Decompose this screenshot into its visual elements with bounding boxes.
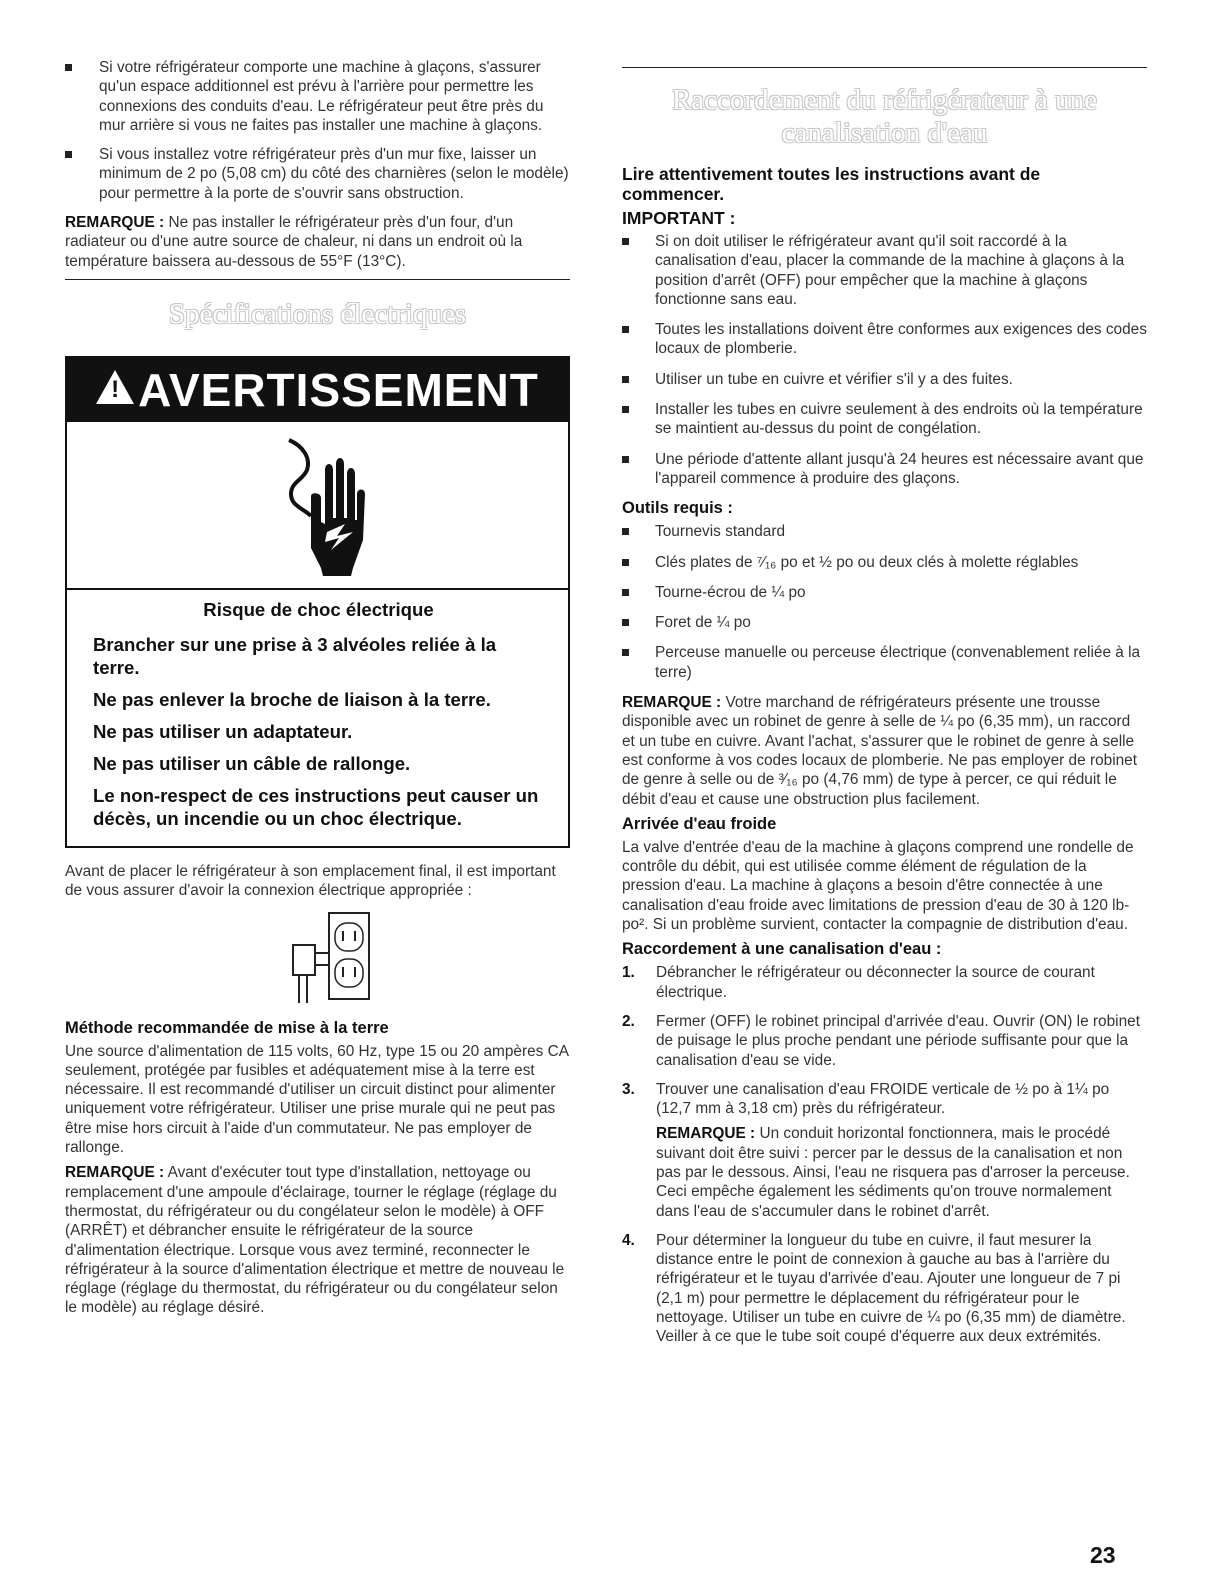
note-label: REMARQUE : — [65, 1164, 165, 1182]
warning-line: Brancher sur une prise à 3 alvéoles reliée à la terre. — [93, 633, 497, 678]
cold-water-title: Arrivée d'eau froide — [622, 814, 777, 833]
method-paragraph: Une source d'alimentation de 115 volts, 60 Hz, type 15 ou 20 ampères CA seulement, protégée par fusibles et adéquatement mise à la terre est nécessaire. Il est recommandé d'utiliser un circuit distinct pour alimenter uniquement votre réfrigérateur. Utiliser une prise murale qui ne peut pas être mise hors circuit à l'aide d'un commutateur. Ne pas employer de rallonge. — [65, 1042, 569, 1157]
note-label: REMARQUE : — [65, 214, 165, 232]
right-column — [622, 58, 1147, 1357]
warning-line: Le non-respect de ces instructions peut causer un décès, un incendie ou un choc électrique. — [93, 784, 539, 829]
connection-steps — [622, 963, 1147, 1346]
note-paragraph — [65, 213, 570, 271]
important-label: IMPORTANT : — [622, 208, 736, 228]
list-item: Si vous installez votre réfrigérateur près d'un mur fixe, laisser un minimum de 2 po (5,08 cm) du côté des charnières (selon le modèle) pour permettre à la porte de s'ouvrir sans obstruction. — [65, 145, 570, 203]
list-item: Clés plates de ⁷⁄₁₆ po et ½ po ou deux clés à molette réglables — [622, 553, 1147, 572]
list-item: Perceuse manuelle ou perceuse électrique (convenablement reliée à la terre) — [622, 643, 1147, 682]
step-number: 4. — [622, 1231, 635, 1249]
note-paragraph — [622, 693, 1147, 809]
list-item — [622, 1231, 1147, 1347]
note-text: Un conduit horizontal fonctionnera, mais le procédé suivant doit être suivi : percer par le dessus de la canalisation et non pas par le dessous. Ainsi, l'eau ne risquera pas d'arroser la perceuse. Ceci empêche également les sédiments qu'on trouve normalement dans l'eau de s'accumuler dans le robinet d'arrêt. — [656, 1125, 1130, 1220]
list-item: Foret de ¼ po — [622, 613, 1147, 632]
tools-title: Outils requis : — [622, 499, 733, 518]
note-label: REMARQUE : — [656, 1125, 756, 1143]
list-item: Tourne-écrou de ¼ po — [622, 583, 1147, 602]
left-column — [65, 58, 570, 1318]
note-text: Ne pas installer le réfrigérateur près d'un four, d'un radiateur ou d'une autre source de chaleur, ni dans un endroit où la température baissera au-dessous de 55°F (13°C). — [65, 214, 523, 270]
warning-line: Ne pas enlever la broche de liaison à la terre. — [93, 688, 491, 710]
warning-line: Ne pas utiliser un câble de rallonge. — [93, 752, 411, 774]
cold-water-paragraph: La valve d'entrée d'eau de la machine à glaçons comprend une rondelle de contrôle du débit, qui est utilisée comme élément de régulation de la pression d'eau. La machine à glaçons a besoin d'être connectée à une canalisation d'eau froide avec limitations de pression d'eau de 30 à 120 lb-po². Si un problème survient, contacter la compagnie de distribution d'eau. — [622, 838, 1134, 934]
section-title-electrical: Spécifications électriques — [168, 297, 467, 330]
step-number: 1. — [622, 964, 635, 982]
note-text: Avant d'exécuter tout type d'installation, nettoyage ou remplacement d'une ampoule d'éclairage, tourner le réglage (réglage du thermostat, du réfrigérateur ou du congélateur selon le modèle) à OFF (ARRÊT) et débrancher ensuite le réfrigérateur de la source d'alimentation électrique. Lorsque vous avez terminé, reconnecter le réfrigérateur à la source d'alimentation électrique et mettre de nouveau le réglage (réglage du thermostat, du réfrigérateur ou du congélateur selon le modèle) au réglage désiré. — [65, 1164, 565, 1317]
outlet-illustration — [65, 911, 570, 1011]
step-number: 3. — [622, 1080, 635, 1098]
tools-list — [622, 522, 1147, 682]
step-text: Débrancher le réfrigérateur ou déconnecter la source de courant électrique. — [656, 964, 1095, 1001]
warning-icon-area — [67, 422, 568, 590]
list-item — [622, 1080, 1147, 1221]
list-item: Toutes les installations doivent être conformes aux exigences des codes locaux de plomberie. — [622, 320, 1147, 359]
grounded-outlet-icon — [283, 911, 373, 1007]
warning-banner — [67, 358, 568, 422]
step-note — [656, 1124, 1147, 1220]
warning-banner-text: AVERTISSEMENT — [138, 363, 539, 416]
list-item: Si votre réfrigérateur comporte une machine à glaçons, s'assurer qu'un espace additionnel est prévu à l'arrière pour permettre les connexions des conduits d'eau. Le réfrigérateur peut être près du mur arrière si vous ne faites pas installer une machine à glaçons. — [65, 58, 570, 135]
note-text: Votre marchand de réfrigérateurs présente une trousse disponible avec un robinet de genre à selle de ¼ po (6,35 mm), un raccord et un tube en cuivre. Avant l'achat, s'assurer que le robinet de genre à selle est conforme à vos codes locaux de plomberie. Ne pas employer de robinet de genre à selle ou de ³⁄₁₆ po (4,76 mm) de type à percer, ce qui réduit le débit d'eau et cause une obstruction plus facilement. — [622, 694, 1138, 808]
warning-risk-title: Risque de choc électrique — [203, 598, 434, 620]
list-item: Installer les tubes en cuivre seulement à des endroits où la température se maintient au-dessus du point de congélation. — [622, 400, 1147, 439]
connection-title: Raccordement à une canalisation d'eau : — [622, 940, 942, 959]
electric-shock-hand-icon — [281, 436, 373, 576]
placement-bullets — [65, 58, 570, 203]
intro-paragraph: Avant de placer le réfrigérateur à son emplacement final, il est important de vous assurer d'avoir la connexion électrique appropriée : — [65, 862, 556, 900]
section-divider — [65, 279, 570, 280]
note-label: REMARQUE : — [622, 694, 722, 712]
list-item: Une période d'attente allant jusqu'à 24 heures est nécessaire avant que l'appareil commence à produire des glaçons. — [622, 450, 1147, 489]
list-item: Utiliser un tube en cuivre et vérifier s'il y a des fuites. — [622, 370, 1147, 389]
warning-triangle-icon: ! — [96, 370, 134, 404]
warning-line: Ne pas utiliser un adaptateur. — [93, 720, 353, 742]
read-instructions-heading: Lire attentivement toutes les instructions avant de commencer. — [622, 164, 1041, 204]
warning-body — [67, 590, 568, 846]
page-number: 23 — [1090, 1542, 1116, 1568]
section-title-water: Raccordement du réfrigérateur à une canalisation d'eau — [671, 84, 1098, 149]
method-title: Méthode recommandée de mise à la terre — [65, 1018, 389, 1037]
step-text: Pour déterminer la longueur du tube en cuivre, il faut mesurer la distance entre le point de connexion à gauche au bas à l'arrière du réfrigérateur et le tuyau d'arrivée d'eau. Ajouter une longueur de 7 pi (2,1 m) pour permettre le déplacement du réfrigérateur pour le nettoyage. Utiliser un tube en cuivre de ¼ po (6,35 mm) de diamètre. Veiller à ce que le tube soit coupé d'équerre aux deux extrémités. — [656, 1231, 1126, 1346]
important-bullets — [622, 232, 1147, 488]
list-item: Tournevis standard — [622, 522, 1147, 541]
step-number: 2. — [622, 1012, 635, 1030]
warning-box — [65, 356, 570, 848]
step-text: Trouver une canalisation d'eau FROIDE verticale de ½ po à 1¼ po (12,7 mm à 3,18 cm) près du réfrigérateur. — [656, 1080, 1110, 1118]
note-paragraph — [65, 1163, 570, 1317]
list-item — [622, 1012, 1147, 1070]
list-item — [622, 963, 1147, 1002]
list-item: Si on doit utiliser le réfrigérateur avant qu'il soit raccordé à la canalisation d'eau, placer la commande de la machine à glaçons à la position d'arrêt (OFF) pour empêcher que la machine à glaçons fonctionne sans eau. — [622, 232, 1147, 309]
section-divider — [622, 67, 1147, 68]
step-text: Fermer (OFF) le robinet principal d'arrivée d'eau. Ouvrir (ON) le robinet de puisage le plus proche pendant une période suffisante pour que la canalisation d'eau se vide. — [656, 1012, 1140, 1069]
